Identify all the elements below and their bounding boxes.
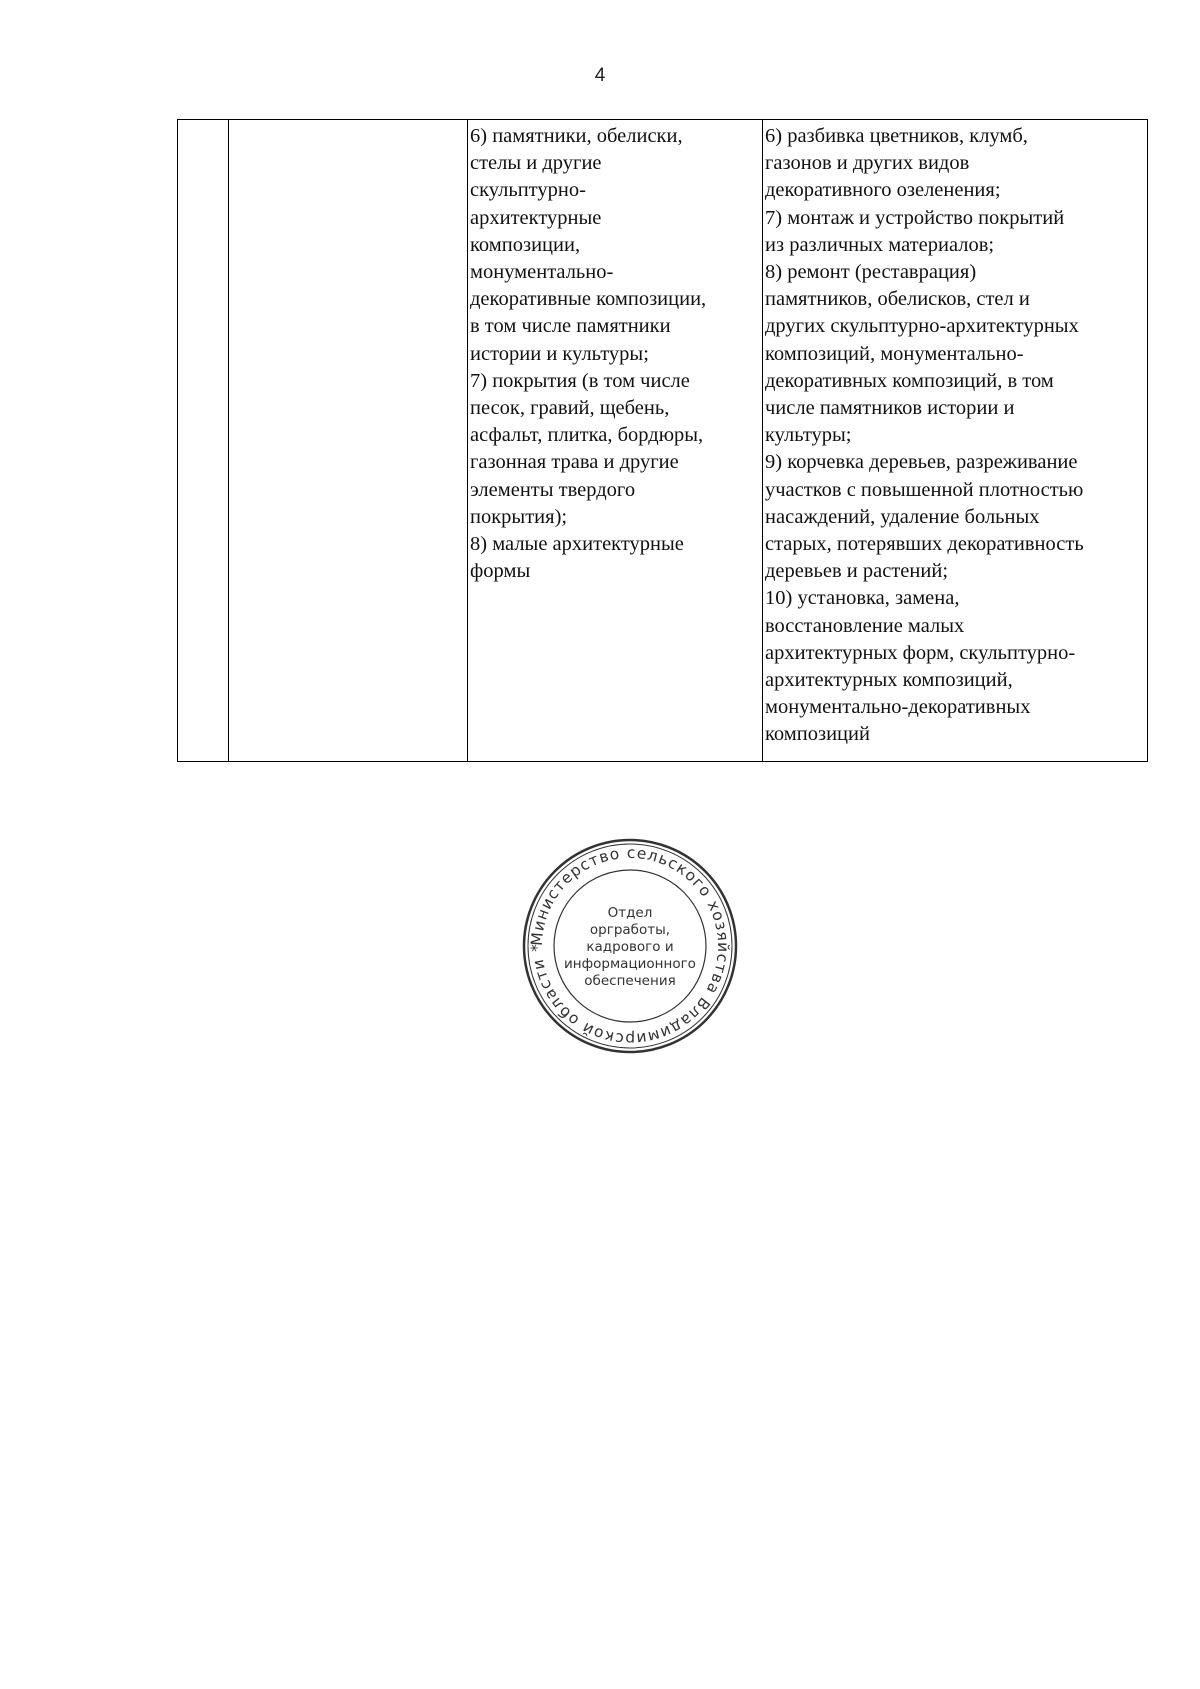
text-line: скульптурно-	[470, 179, 586, 202]
stamp-center-text	[564, 905, 696, 989]
table-cell-works	[763, 120, 1148, 762]
table-cell-number	[178, 120, 229, 762]
text-line: 9) корчевка деревьев, разреживание	[765, 451, 1078, 474]
text-line: монументально-декоративных	[765, 696, 1031, 719]
text-line: песок, гравий, щебень,	[470, 397, 670, 420]
stamp-ring-text: Министерство сельского хозяйства Владимирской области *	[527, 843, 733, 1049]
text-line: насаждений, удаление больных	[765, 505, 1040, 528]
text-line: композиции,	[470, 233, 581, 256]
text-line: деревьев и растений;	[765, 560, 949, 583]
text-line: истории и культуры;	[470, 342, 649, 365]
text-line: 7) покрытия (в том числе	[470, 369, 690, 392]
table-cell-objects	[468, 120, 763, 762]
table-row	[178, 120, 1148, 762]
text-line: в том числе памятники	[470, 315, 671, 338]
text-line: старых, потерявших декоративность	[765, 533, 1084, 556]
stamp-center-line: Отдел	[607, 905, 653, 921]
page-number: 4	[594, 65, 606, 86]
text-line: культуры;	[765, 424, 852, 447]
text-line: газонная трава и другие	[470, 451, 679, 474]
text-line: 8) малые архитектурные	[470, 533, 684, 556]
works-list	[765, 123, 1145, 749]
text-line: формы	[470, 560, 531, 583]
objects-list	[470, 123, 760, 585]
text-line: 6) памятники, обелиски,	[470, 125, 683, 147]
text-line: архитектурных форм, скульптурно-	[765, 641, 1076, 664]
text-line: архитектурных композиций,	[765, 669, 1013, 692]
text-line: 10) установка, замена,	[765, 587, 960, 610]
text-line: композиций, монументально-	[765, 342, 1024, 365]
text-line: участков с повышенной плотностью	[765, 478, 1084, 501]
text-line: монументально-	[470, 261, 614, 284]
official-stamp	[520, 836, 740, 1056]
text-line: 7) монтаж и устройство покрытий	[765, 206, 1065, 229]
text-line: асфальт, плитка, бордюры,	[470, 424, 704, 447]
stamp-center-line: оргработы,	[589, 922, 671, 938]
text-line: газонов и других видов	[765, 152, 970, 175]
text-line: декоративного озеленения;	[765, 179, 1001, 202]
text-line: памятников, обелисков, стел и	[765, 288, 1030, 311]
text-line: архитектурные	[470, 206, 602, 229]
text-line: композиций	[765, 723, 870, 746]
text-line: других скульптурно-архитектурных	[765, 315, 1079, 338]
content-table	[177, 119, 1148, 762]
text-line: покрытия);	[470, 505, 568, 528]
text-line: восстановление малых	[765, 614, 965, 637]
text-line: декоративные композиции,	[470, 288, 707, 311]
table-cell-name	[229, 120, 468, 762]
text-line: элементы твердого	[470, 478, 636, 501]
text-line: декоративных композиций, в том	[765, 369, 1054, 392]
text-line: стелы и другие	[470, 152, 602, 175]
stamp-center-line: кадрового и	[586, 939, 674, 955]
stamp-center-line: обеспечения	[584, 973, 676, 989]
text-line: 6) разбивка цветников, клумб,	[765, 125, 1028, 147]
text-line: из различных материалов;	[765, 233, 995, 256]
text-line: числе памятников истории и	[765, 397, 1015, 420]
stamp-center-line: информационного	[564, 956, 696, 972]
text-line: 8) ремонт (реставрация)	[765, 261, 977, 284]
